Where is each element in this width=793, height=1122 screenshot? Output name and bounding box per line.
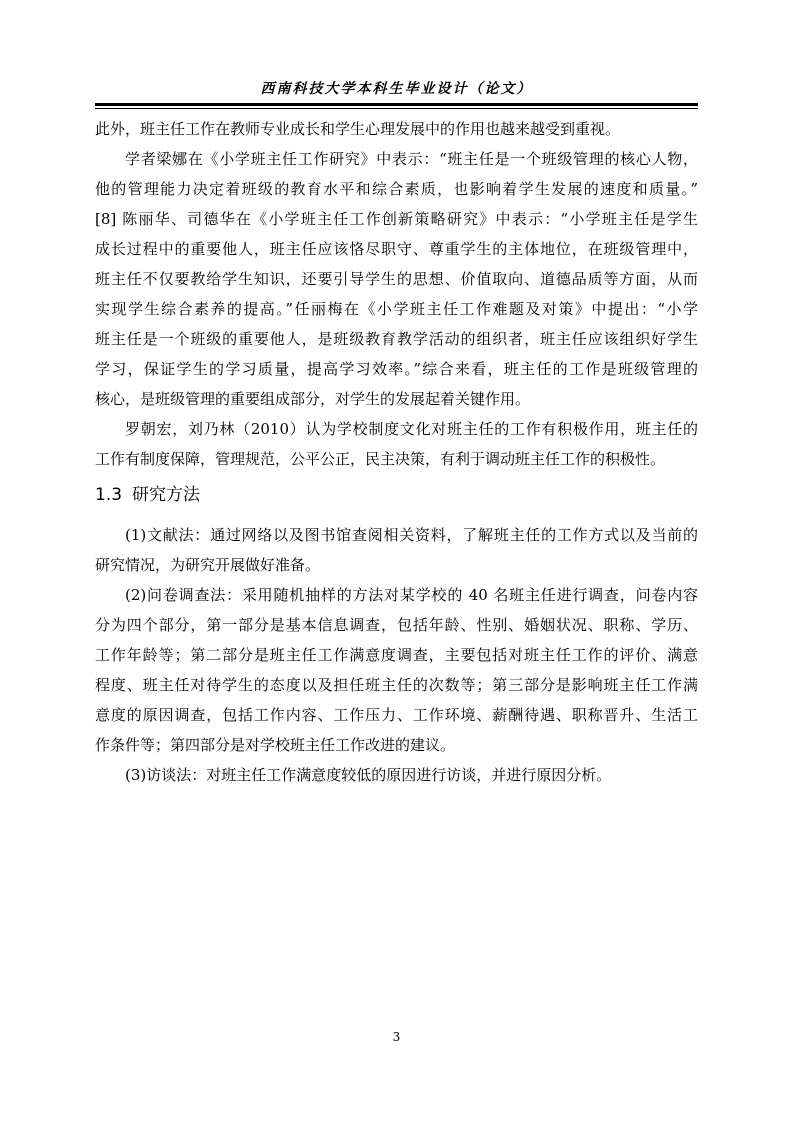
text-line: 核心，是班级管理的重要组成部分，对学生的发展起着关键作用。 [95, 390, 531, 408]
text-line: 工作有制度保障，管理规范，公平公正，民主决策，有利于调动班主任工作的积极性。 [95, 450, 666, 468]
paragraph-2 [95, 414, 698, 474]
text-line: 意度的原因调查，包括工作内容、工作压力、工作环境、薪酬待遇、职称晋升、生活工 [95, 706, 698, 724]
text-line: 分为四个部分，第一部分是基本信息调查，包括年龄、性别、婚姻状况、职称、学历、 [95, 616, 698, 634]
header-rule-thick [95, 103, 698, 106]
method-literature [95, 520, 698, 580]
text-line: 罗朝宏，刘乃林（2010）认为学校制度文化对班主任的工作有积极作用，班主任的 [125, 420, 698, 438]
page-header-title: 西南科技大学本科生毕业设计（论文） [260, 81, 533, 97]
text-line: 他的管理能力决定着班级的教育水平和综合素质，也影响着学生发展的速度和质量。” [95, 180, 698, 198]
method-interview [95, 760, 698, 790]
text-line: 程度、班主任对待学生的态度以及担任班主任的次数等；第三部分是影响班主任工作满 [95, 676, 698, 694]
text-line: 学者梁娜在《小学班主任工作研究》中表示：“班主任是一个班级管理的核心人物， [125, 150, 698, 168]
text-line: 此外，班主任工作在教师专业成长和学生心理发展中的作用也越来越受到重视。 [95, 120, 621, 138]
text-line: 研究情况，为研究开展做好准备。 [95, 556, 321, 574]
paragraph-0 [95, 114, 698, 144]
text-line: 作条件等；第四部分是对学校班主任工作改进的建议。 [95, 736, 456, 754]
section-number: 1.3 [95, 485, 123, 505]
body-text-methods [95, 520, 698, 790]
header-rule-thin [95, 108, 698, 109]
section-heading [95, 481, 200, 509]
page-number: 3 [392, 1030, 401, 1044]
method-questionnaire [95, 580, 698, 760]
text-line: 班主任不仅要教给学生知识，还要引导学生的思想、价值取向、道德品质等方面，从而 [95, 270, 698, 288]
text-line: 学习，保证学生的学习质量，提高学习效率。”综合来看，班主任的工作是班级管理的 [95, 360, 698, 378]
paragraph-1 [95, 144, 698, 414]
text-line: 成长过程中的重要他人，班主任应该恪尽职守、尊重学生的主体地位，在班级管理中， [95, 240, 698, 258]
text-line: (2)问卷调查法：采用随机抽样的方法对某学校的 40 名班主任进行调查，问卷内容 [125, 586, 698, 604]
text-line: [8] 陈丽华、司德华在《小学班主任工作创新策略研究》中表示：“小学班主任是学生 [95, 210, 698, 228]
text-line: 工作年龄等；第二部分是班主任工作满意度调查，主要包括对班主任工作的评价、满意 [95, 646, 698, 664]
section-title: 研究方法 [132, 485, 201, 505]
text-line: 班主任是一个班级的重要他人，是班级教育教学活动的组织者，班主任应该组织好学生 [95, 330, 698, 348]
text-line: 实现学生综合素养的提高。”任丽梅在《小学班主任工作难题及对策》中提出：“小学 [95, 300, 698, 318]
text-line: (1)文献法：通过网络以及图书馆查阅相关资料，了解班主任的工作方式以及当前的 [125, 526, 698, 544]
body-text-top [95, 114, 698, 474]
text-line: (3)访谈法：对班主任工作满意度较低的原因进行访谈，并进行原因分析。 [125, 766, 612, 784]
